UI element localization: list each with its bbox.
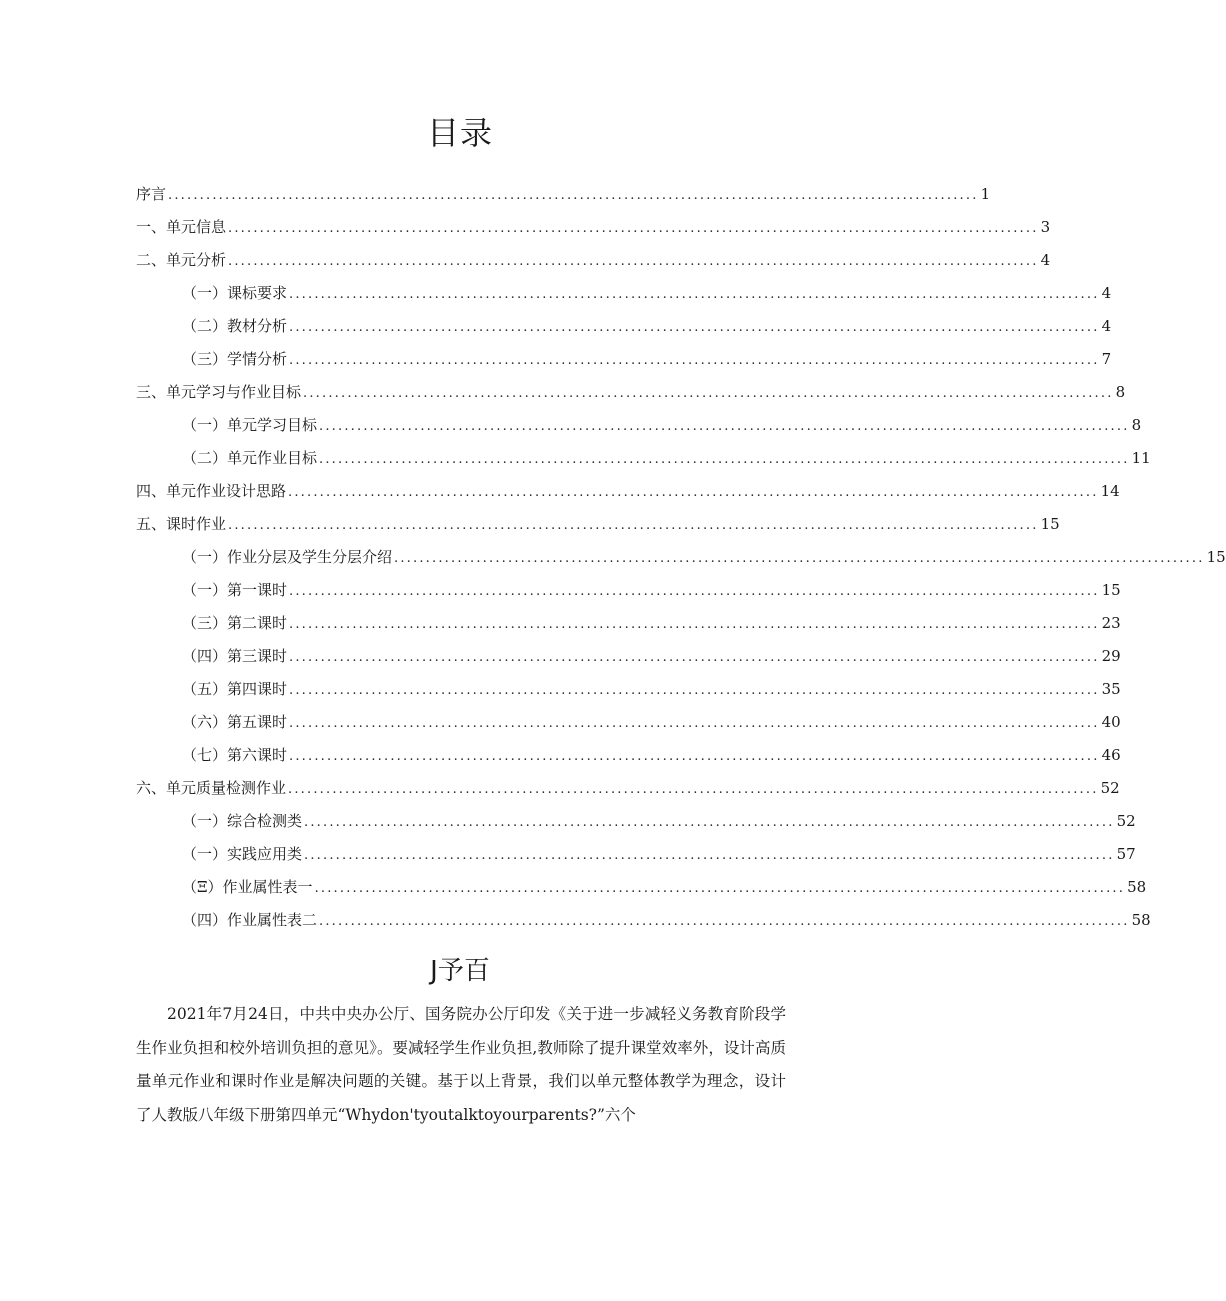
toc-entry-page: 4 [1040,251,1051,269]
toc-entry-page: 58 [1131,911,1151,929]
toc-entry-label: （七）第六课时 [182,746,288,764]
toc-entry-page: 4 [1101,284,1112,302]
toc-leader-dots: ................................................................................................................................ [228,254,1039,269]
toc-entry[interactable] [136,871,1147,904]
toc-entry-page: 35 [1101,680,1121,698]
toc-entry-label: （一）实践应用类 [182,845,303,863]
toc-entry[interactable] [136,343,1112,376]
toc-leader-dots: ................................................................................................................................ [304,848,1115,863]
toc-entry-label: （一）第一课时 [182,581,288,599]
toc-entry-label: （三）第二课时 [182,614,288,632]
toc-entry-page: 15 [1206,548,1226,566]
toc-entry-page: 57 [1116,845,1136,863]
toc-leader-dots: ................................................................................................................................ [289,320,1100,335]
toc-entry-label: 一、单元信息 [136,218,227,236]
toc-entry[interactable] [136,739,1121,772]
toc-entry-label: （四）第三课时 [182,647,288,665]
toc-entry-page: 3 [1040,218,1051,236]
toc-entry-label: （一）课标要求 [182,284,288,302]
toc-leader-dots: ................................................................................................................................ [289,650,1100,665]
toc-entry-page: 11 [1131,449,1151,467]
toc-entry-page: 52 [1116,812,1136,830]
toc-entry-label: 四、单元作业设计思路 [136,482,287,500]
toc-entry-label: （三）学情分析 [182,350,288,368]
toc-leader-dots: ................................................................................................................................ [289,584,1100,599]
toc-leader-dots: ................................................................................................................................ [288,485,1099,500]
toc-entry-page: 8 [1131,416,1142,434]
toc-entry[interactable] [136,838,1136,871]
toc-leader-dots: ................................................................................................................................ [303,386,1114,401]
toc-entry[interactable] [136,310,1112,343]
toc-entry-label: （六）第五课时 [182,713,288,731]
toc-entry-page: 14 [1100,482,1120,500]
toc-entry[interactable] [136,772,1120,805]
toc-leader-dots: ................................................................................................................................ [319,914,1130,929]
toc-entry-label: 二、单元分析 [136,251,227,269]
toc-entry-label: （二）单元作业目标 [182,449,318,467]
toc-leader-dots: ................................................................................................................................ [289,617,1100,632]
toc-entry[interactable] [136,607,1121,640]
toc-entry-page: 4 [1101,317,1112,335]
toc-entry-page: 46 [1101,746,1121,764]
toc-entry-label: 序言 [136,185,167,203]
toc-entry-page: 7 [1101,350,1112,368]
toc-entry[interactable] [136,244,1051,277]
toc-entry-label: （Ξ）作业属性表一 [182,878,313,896]
toc-entry[interactable] [136,541,1226,574]
toc-entry[interactable] [136,442,1151,475]
toc-entry-page: 52 [1100,779,1120,797]
toc-entry[interactable] [136,409,1142,442]
toc-entry-label: （一）作业分层及学生分层介绍 [182,548,393,566]
toc-entry-page: 8 [1115,383,1126,401]
toc-leader-dots: ................................................................................................................................ [304,815,1115,830]
toc-entry[interactable] [136,211,1051,244]
toc-entry[interactable] [136,574,1121,607]
toc-entry[interactable] [136,277,1112,310]
toc-entry[interactable] [136,178,991,211]
toc-leader-dots: ................................................................................................................................ [319,419,1130,434]
toc-leader-dots: ................................................................................................................................ [314,881,1126,896]
toc-leader-dots: ................................................................................................................................ [319,452,1130,467]
toc-entry-label: 三、单元学习与作业目标 [136,383,302,401]
toc-entry-page: 15 [1101,581,1121,599]
toc-entry-label: （五）第四课时 [182,680,288,698]
toc-entry[interactable] [136,376,1126,409]
toc-entry-page: 29 [1101,647,1121,665]
toc-entry-page: 40 [1101,713,1121,731]
toc-entry-page: 1 [980,185,991,203]
toc-entry-label: （四）作业属性表二 [182,911,318,929]
toc-entry[interactable] [136,475,1120,508]
page-title: 目录 [426,114,493,152]
toc-leader-dots: ................................................................................................................................ [289,716,1100,731]
toc-leader-dots: ................................................................................................................................ [228,221,1039,236]
toc-leader-dots: ................................................................................................................................ [394,551,1205,566]
toc-entry[interactable] [136,508,1060,541]
toc-entry-label: 六、单元质量检测作业 [136,779,287,797]
toc-entry[interactable] [136,640,1121,673]
toc-leader-dots: ................................................................................................................................ [288,782,1099,797]
toc-entry[interactable] [136,805,1136,838]
table-of-contents [136,178,1226,937]
preface-heading: J予百 [430,956,490,986]
toc-entry[interactable] [136,706,1121,739]
toc-leader-dots: ................................................................................................................................ [289,749,1100,764]
toc-leader-dots: ................................................................................................................................ [168,188,979,203]
preface-paragraph: 2021年7月24日，中共中央办公厅、国务院办公厅印发《关于进一步减轻义务教育阶段学生作业负担和校外培训负担的意见》。要减轻学生作业负担,教师除了提升课堂效率外，设计高质量单元作业和课时作业是解决问题的关键。基于以上背景，我们以单元整体教学为理念，设计了人教版八年级下册第四单元“Whydon'tyoutalktoyourparents?”六个 [136,1005,786,1124]
toc-leader-dots: ................................................................................................................................ [289,353,1100,368]
toc-entry[interactable] [136,904,1151,937]
toc-entry-label: （一）单元学习目标 [182,416,318,434]
toc-entry[interactable] [136,673,1121,706]
toc-leader-dots: ................................................................................................................................ [289,287,1100,302]
toc-leader-dots: ................................................................................................................................ [228,518,1039,533]
toc-entry-label: （一）综合检测类 [182,812,303,830]
toc-leader-dots: ................................................................................................................................ [289,683,1100,698]
toc-entry-label: 五、课时作业 [136,515,227,533]
toc-entry-page: 23 [1101,614,1121,632]
toc-entry-label: （二）教材分析 [182,317,288,335]
toc-entry-page: 58 [1127,878,1147,896]
toc-entry-page: 15 [1040,515,1060,533]
